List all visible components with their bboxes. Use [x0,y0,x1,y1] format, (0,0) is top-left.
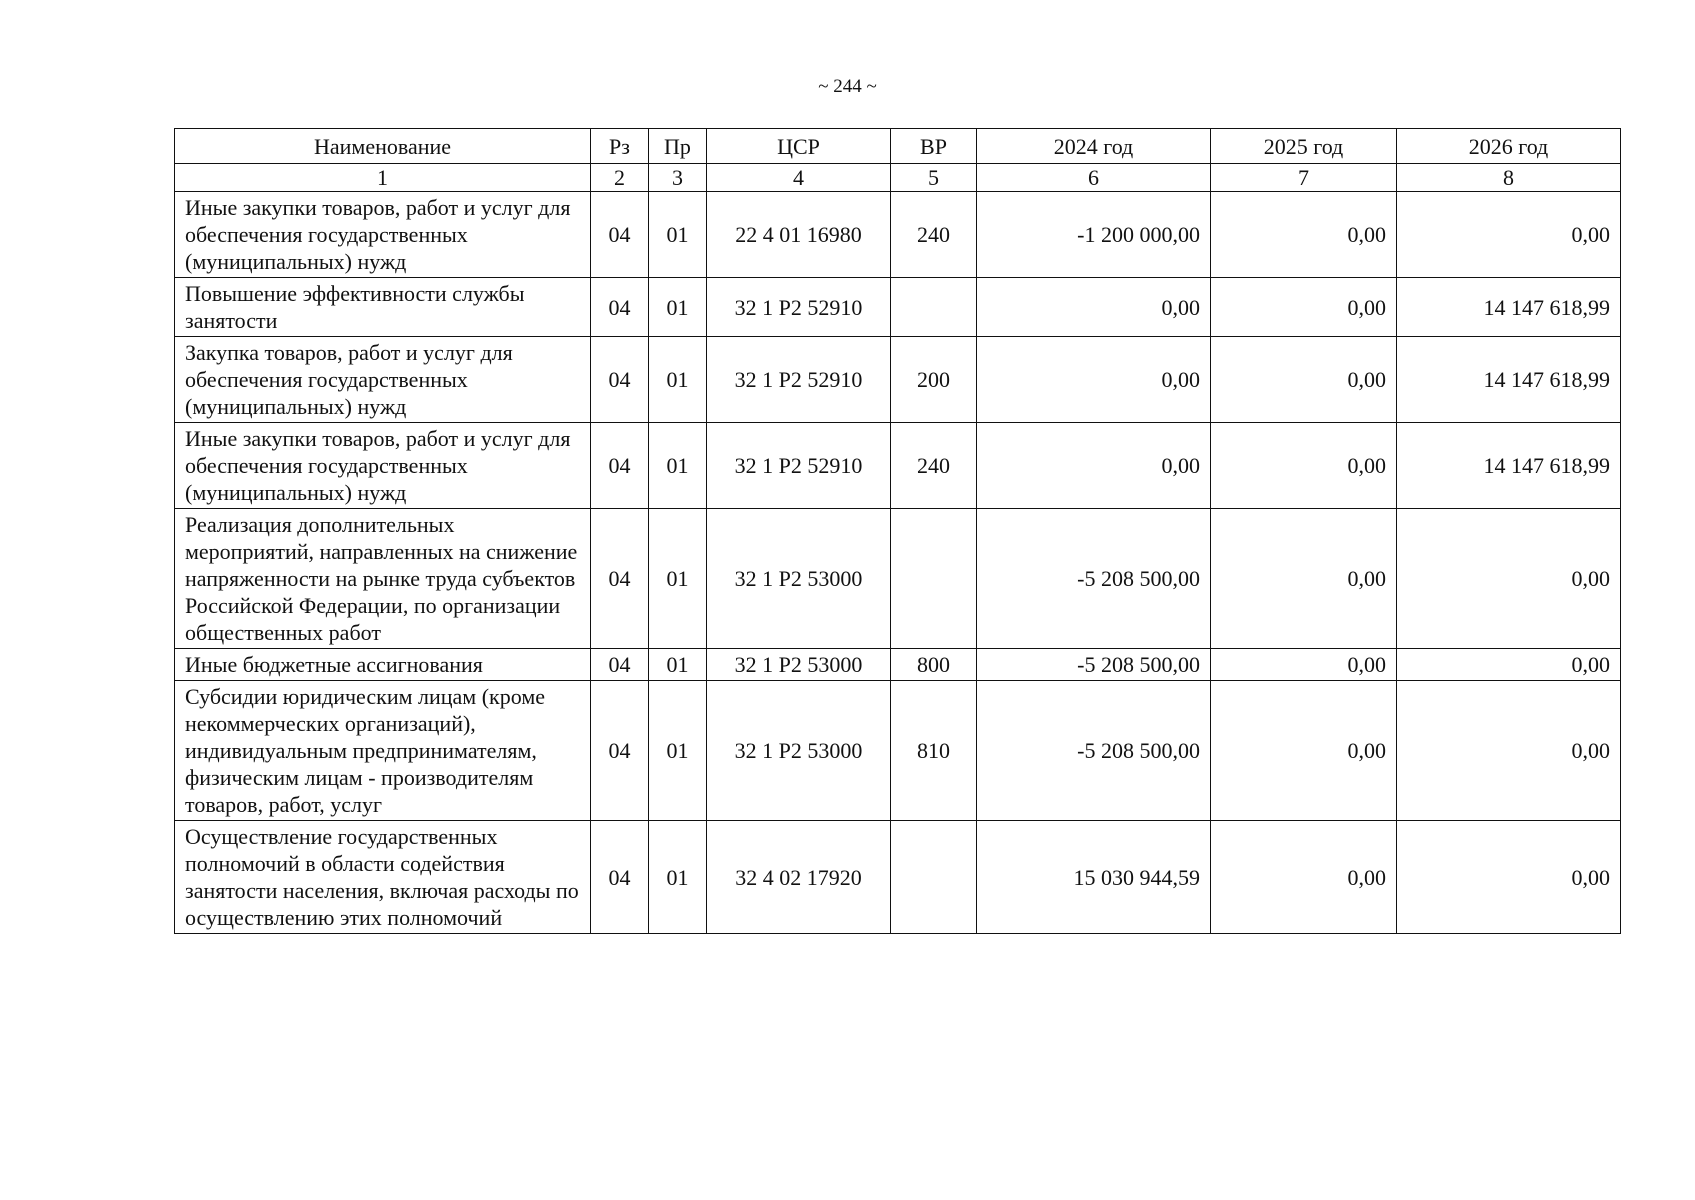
header-row [175,129,1621,164]
table-row [175,681,1621,821]
row-2024: 0,00 [977,278,1211,337]
row-vr: 800 [891,649,977,681]
header-rz: Рз [591,129,649,164]
row-pr: 01 [649,509,707,649]
row-csr: 32 1 Р2 52910 [707,423,891,509]
row-rz: 04 [591,509,649,649]
header-2024: 2024 год [977,129,1211,164]
row-csr: 22 4 01 16980 [707,192,891,278]
row-vr [891,509,977,649]
row-csr: 32 1 Р2 52910 [707,337,891,423]
row-2024: -1 200 000,00 [977,192,1211,278]
column-number: 6 [977,164,1211,192]
header-csr: ЦСР [707,129,891,164]
row-name: Повышение эффективности службы занятости [175,278,591,337]
row-2024: 0,00 [977,423,1211,509]
row-2026: 0,00 [1397,681,1621,821]
row-name: Реализация дополнительных мероприятий, направленных на снижение напряженности на рынке труда субъектов Российской Федерации, по организации общественных работ [175,509,591,649]
row-2026: 0,00 [1397,821,1621,934]
column-number: 3 [649,164,707,192]
row-vr: 240 [891,192,977,278]
row-2024: -5 208 500,00 [977,681,1211,821]
row-2025: 0,00 [1211,821,1397,934]
header-vr: ВР [891,129,977,164]
row-vr [891,278,977,337]
table-row [175,509,1621,649]
row-2024: 15 030 944,59 [977,821,1211,934]
row-rz: 04 [591,423,649,509]
row-2025: 0,00 [1211,649,1397,681]
row-csr: 32 1 Р2 53000 [707,649,891,681]
row-name: Иные бюджетные ассигнования [175,649,591,681]
row-pr: 01 [649,192,707,278]
header-pr: Пр [649,129,707,164]
table-row [175,192,1621,278]
row-csr: 32 1 Р2 53000 [707,509,891,649]
row-name: Закупка товаров, работ и услуг для обеспечения государственных (муниципальных) нужд [175,337,591,423]
row-pr: 01 [649,681,707,821]
row-2026: 0,00 [1397,649,1621,681]
row-2024: -5 208 500,00 [977,649,1211,681]
row-rz: 04 [591,649,649,681]
row-2025: 0,00 [1211,681,1397,821]
row-2025: 0,00 [1211,509,1397,649]
table-row [175,649,1621,681]
row-name: Осуществление государственных полномочий в области содействия занятости населения, включая расходы по осуществлению этих полномочий [175,821,591,934]
row-pr: 01 [649,649,707,681]
row-name: Субсидии юридическим лицам (кроме некоммерческих организаций), индивидуальным предпринимателям, физическим лицам - производителям товаров, работ, услуг [175,681,591,821]
row-2026: 14 147 618,99 [1397,278,1621,337]
table-row [175,278,1621,337]
row-2025: 0,00 [1211,278,1397,337]
column-number: 1 [175,164,591,192]
row-csr: 32 4 02 17920 [707,821,891,934]
row-vr: 810 [891,681,977,821]
row-csr: 32 1 Р2 52910 [707,278,891,337]
row-2024: -5 208 500,00 [977,509,1211,649]
row-rz: 04 [591,337,649,423]
row-name: Иные закупки товаров, работ и услуг для обеспечения государственных (муниципальных) нужд [175,192,591,278]
table-row [175,337,1621,423]
page-number: ~ 244 ~ [818,76,877,97]
row-2025: 0,00 [1211,337,1397,423]
row-pr: 01 [649,423,707,509]
row-vr [891,821,977,934]
row-2026: 0,00 [1397,192,1621,278]
column-number: 2 [591,164,649,192]
column-number: 4 [707,164,891,192]
column-number: 8 [1397,164,1621,192]
row-2026: 0,00 [1397,509,1621,649]
row-2026: 14 147 618,99 [1397,423,1621,509]
row-csr: 32 1 Р2 53000 [707,681,891,821]
row-2025: 0,00 [1211,423,1397,509]
row-2026: 14 147 618,99 [1397,337,1621,423]
column-number: 5 [891,164,977,192]
row-vr: 240 [891,423,977,509]
row-rz: 04 [591,192,649,278]
row-2024: 0,00 [977,337,1211,423]
header-2026: 2026 год [1397,129,1621,164]
budget-table [174,128,1621,934]
row-rz: 04 [591,278,649,337]
row-name: Иные закупки товаров, работ и услуг для обеспечения государственных (муниципальных) нужд [175,423,591,509]
row-pr: 01 [649,337,707,423]
header-name: Наименование [175,129,591,164]
column-number: 7 [1211,164,1397,192]
row-vr: 200 [891,337,977,423]
header-2025: 2025 год [1211,129,1397,164]
column-number-row [175,164,1621,192]
row-pr: 01 [649,278,707,337]
row-pr: 01 [649,821,707,934]
table-row [175,423,1621,509]
row-rz: 04 [591,821,649,934]
row-rz: 04 [591,681,649,821]
row-2025: 0,00 [1211,192,1397,278]
table-row [175,821,1621,934]
